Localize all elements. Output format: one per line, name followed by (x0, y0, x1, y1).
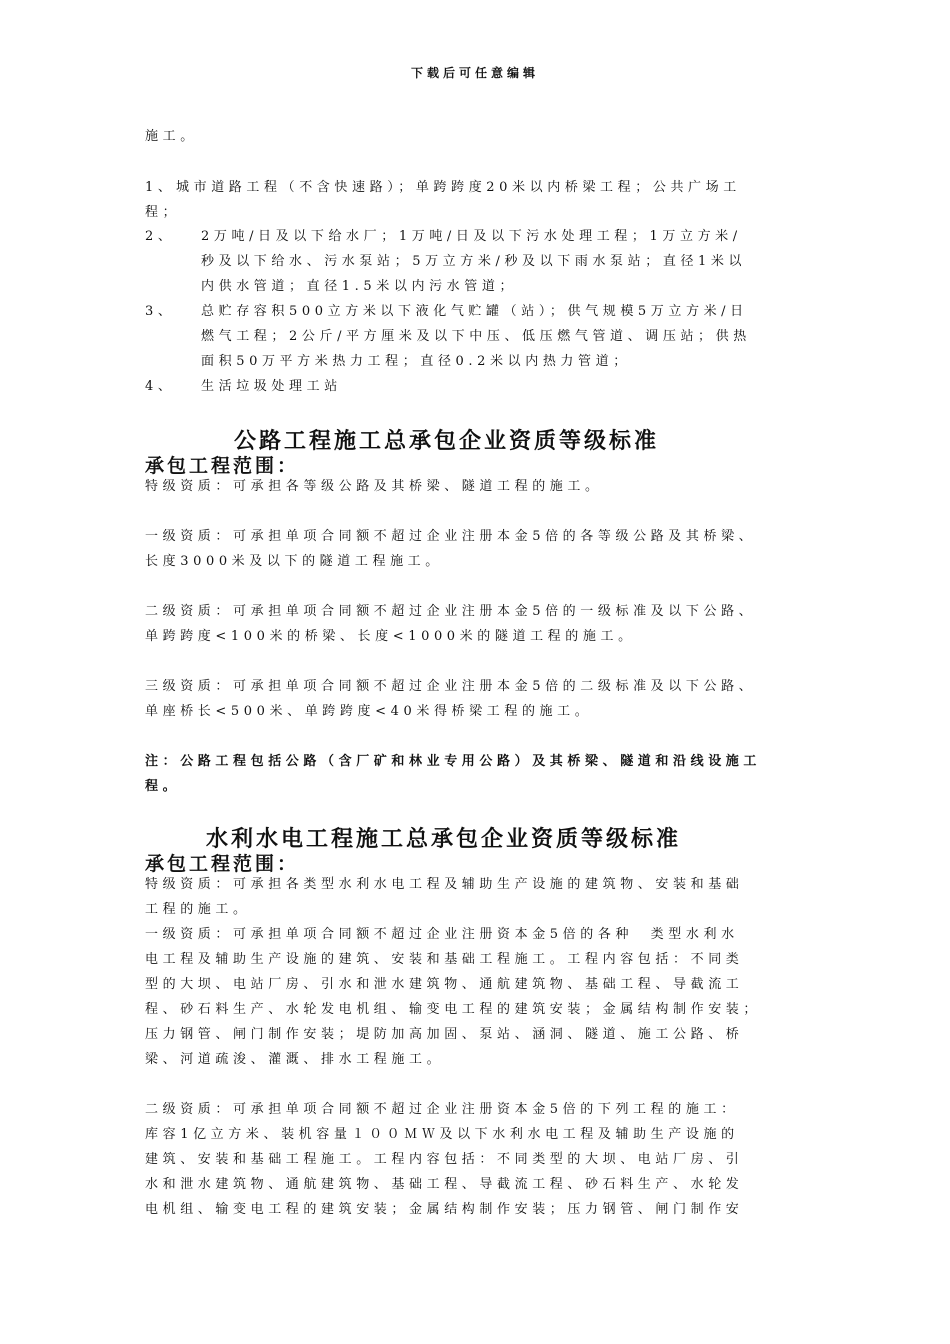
paragraph-line: 特级资质：可承担各等级公路及其桥梁、隧道工程的施工。 (145, 479, 603, 494)
paragraph-line: 压力钢管、闸门制作安装；堤防加高加固、泵站、涵洞、隧道、施工公路、桥 (145, 1027, 744, 1042)
paragraph-line: 程、砂石料生产、水轮发电机组、输变电工程的建筑安装；金属结构制作安装； (145, 1002, 762, 1017)
list-number: 1、 (145, 180, 176, 195)
paragraph-line: 二级资质：可承担单项合同额不超过企业注册本金5倍的一级标准及以下公路、 (145, 604, 757, 619)
section-subtitle: 承包工程范围： (145, 853, 300, 875)
paragraph-line: 单座桥长<500米、单跨跨度<40米得桥梁工程的施工。 (145, 704, 593, 719)
list-number: 2、 (145, 229, 176, 244)
paragraph-line: 型的大坝、电站厂房、引水和泄水建筑物、通航建筑物、基础工程、导截流工 (145, 977, 744, 992)
paragraph-line: 电工程及辅助生产设施的建筑、安装和基础工程施工。工程内容包括：不同类 (145, 952, 744, 967)
paragraph-line: 工程的施工。 (145, 902, 251, 917)
paragraph-line: 库容1亿立方米、装机容量１００ＭＷ及以下水利水电工程及辅助生产设施的 (145, 1127, 739, 1142)
paragraph-line: 电机组、输变电工程的建筑安装；金属结构制作安装；压力钢管、闸门制作安 (145, 1202, 744, 1217)
paragraph-line: 单跨跨度<100米的桥梁、长度<1000米的隧道工程的施工。 (145, 629, 636, 644)
section-title: 水利水电工程施工总承包企业资质等级标准 (206, 826, 682, 852)
section-title: 公路工程施工总承包企业资质等级标准 (234, 428, 660, 454)
list-item-text: 内供水管道；直径1.5米以内污水管道； (201, 279, 518, 294)
intro-text: 施工。 (145, 129, 198, 144)
paragraph-line: 一级资质：可承担单项合同额不超过企业注册资本金5倍的各种 类型水利水 (145, 927, 739, 942)
paragraph-line: 一级资质：可承担单项合同额不超过企业注册本金5倍的各等级公路及其桥梁、 (145, 529, 757, 544)
list-item-text: 生活垃圾处理工站 (201, 379, 342, 394)
list-number: 4、 (145, 379, 176, 394)
paragraph-line: 水和泄水建筑物、通航建筑物、基础工程、导截流工程、砂石料生产、水轮发 (145, 1177, 744, 1192)
list-item-text: 燃气工程；2公斤/平方厘米及以下中压、低压燃气管道、调压站；供热 (201, 329, 751, 344)
list-item-text: 城市道路工程（不含快速路）；单跨跨度20米以内桥梁工程；公共广场工 (176, 180, 741, 195)
paragraph-line: 二级资质：可承担单项合同额不超过企业注册资本金5倍的下列工程的施工： (145, 1102, 739, 1117)
list-item-text: 秒及以下给水、污水泵站；5万立方米/秒及以下雨水泵站；直径1米以 (201, 254, 747, 269)
paragraph-line: 长度3000米及以下的隧道工程施工。 (145, 554, 443, 569)
note-line: 注：公路工程包括公路（含厂矿和林业专用公路）及其桥梁、隧道和沿线设施工 (145, 754, 762, 769)
list-item-text: 程； (145, 205, 181, 220)
list-number: 3、 (145, 304, 176, 319)
page-header: 下载后可任意编辑 (410, 66, 539, 80)
section-subtitle: 承包工程范围： (145, 455, 300, 477)
list-item-text: 面积50万平方米热力工程；直径0.2米以内热力管道； (201, 354, 631, 369)
paragraph-line: 特级资质：可承担各类型水利水电工程及辅助生产设施的建筑物、安装和基础 (145, 877, 744, 892)
list-item-text: 总贮存容积500立方米以下液化气贮罐（站）；供气规模5万立方米/日 (201, 304, 748, 319)
paragraph-line: 梁、河道疏浚、灌溉、排水工程施工。 (145, 1052, 445, 1067)
list-item-text: 2万吨/日及以下给水厂；1万吨/日及以下污水处理工程；1万立方米/ (201, 229, 742, 244)
note-line: 程。 (145, 779, 181, 794)
paragraph-line: 建筑、安装和基础工程施工。工程内容包括：不同类型的大坝、电站厂房、引 (145, 1152, 744, 1167)
paragraph-line: 三级资质：可承担单项合同额不超过企业注册本金5倍的二级标准及以下公路、 (145, 679, 757, 694)
